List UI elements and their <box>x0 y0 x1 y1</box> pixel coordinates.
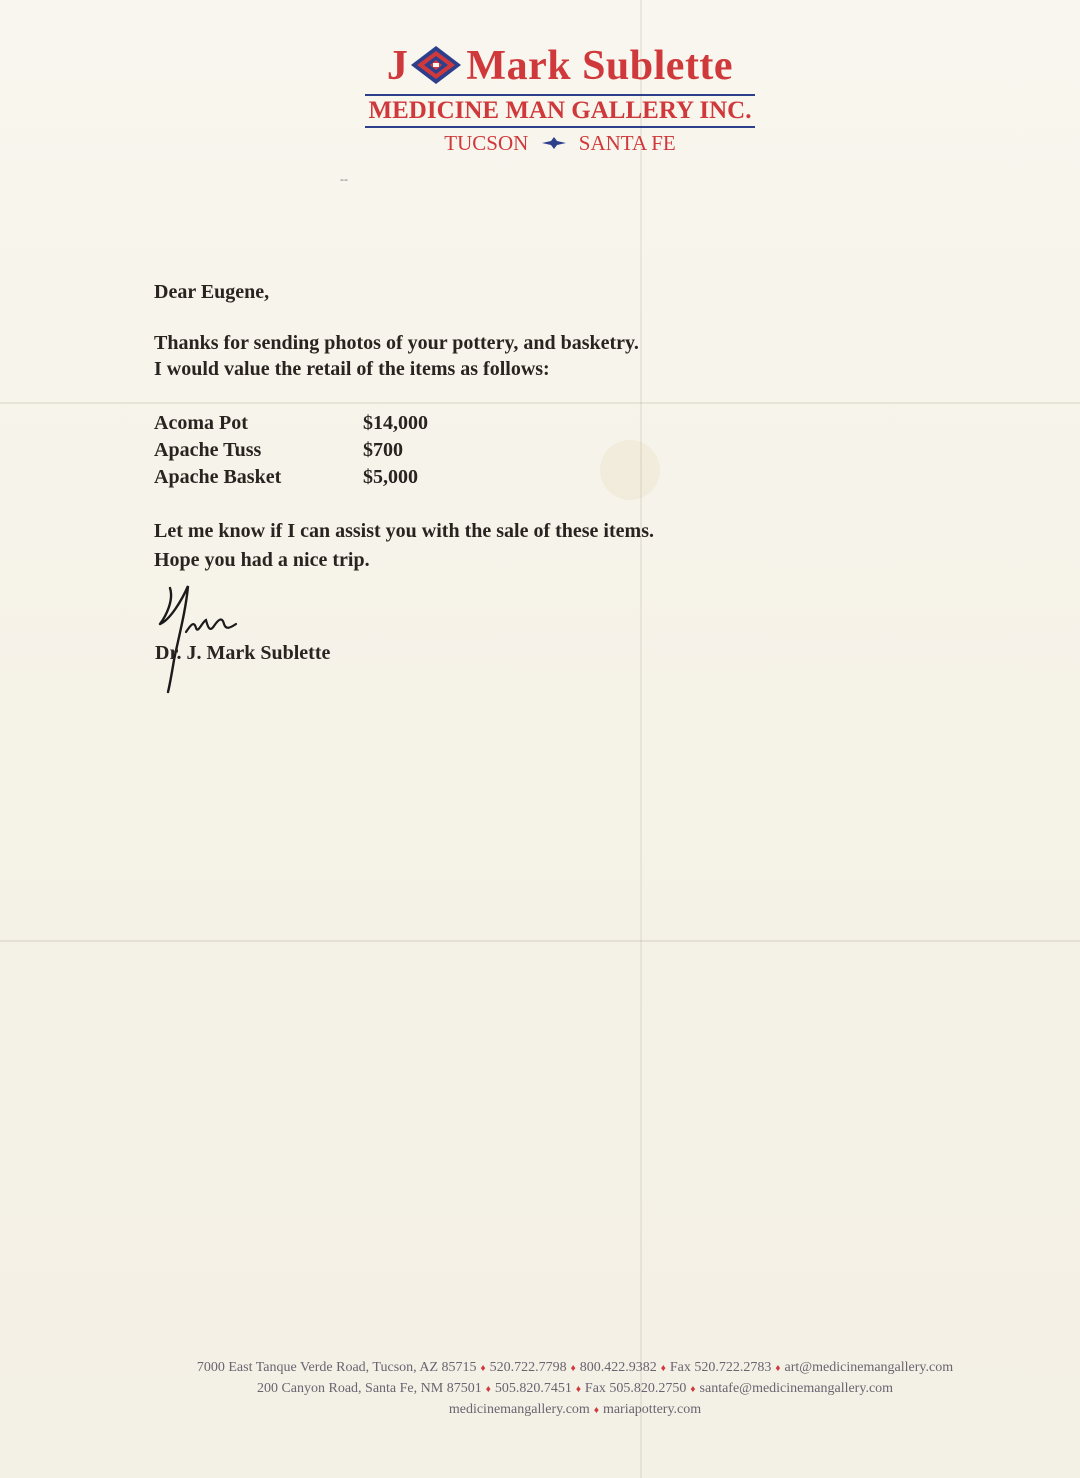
dash-mark: -- <box>340 172 348 186</box>
santafe-phone: 505.820.7451 <box>494 1381 572 1396</box>
intro-line: Thanks for sending photos of your pottery, and basketry. <box>154 332 639 354</box>
item-value: $700 <box>363 439 403 461</box>
list-item <box>154 410 854 437</box>
list-item <box>154 464 854 491</box>
fold-line <box>640 0 642 1478</box>
gallery-cities <box>340 130 780 156</box>
intro-paragraph <box>154 330 854 382</box>
name-rest: Mark Sublette <box>466 43 734 89</box>
signer-name: Dr. J. Mark Sublette <box>155 642 331 664</box>
item-value: $14,000 <box>363 412 428 434</box>
website-pottery: mariapottery.com <box>602 1402 702 1417</box>
valuation-list <box>154 410 854 491</box>
closing-line: Hope you had a nice trip. <box>154 549 370 571</box>
website-gallery: medicinemangallery.com <box>448 1402 590 1417</box>
star-separator-icon <box>542 137 566 149</box>
fold-line <box>0 940 1080 942</box>
tucson-fax: Fax 520.722.2783 <box>669 1360 772 1375</box>
handwritten-signature <box>152 580 252 695</box>
footer-web: medicinemangallery.com ♦ mariapottery.com <box>448 1402 702 1417</box>
tucson-address: 7000 East Tanque Verde Road, Tucson, AZ 85715 <box>196 1360 477 1375</box>
santafe-address: 200 Canyon Road, Santa Fe, NM 87501 <box>256 1381 482 1396</box>
name-initial: J <box>386 43 409 89</box>
tollfree-phone: 800.422.9382 <box>579 1360 657 1375</box>
tucson-email: art@medicinemangallery.com <box>784 1360 954 1375</box>
footer-santafe: 200 Canyon Road, Santa Fe, NM 87501 ♦ 505.820.7451 ♦ Fax 505.820.2750 ♦ santafe@medicinemangallery.com <box>256 1381 894 1396</box>
city-santa-fe: SANTA FE <box>578 131 676 155</box>
list-item <box>154 437 854 464</box>
closing-paragraph <box>154 517 854 575</box>
santafe-fax: Fax 505.820.2750 <box>584 1381 687 1396</box>
tucson-phone: 520.722.7798 <box>489 1360 567 1375</box>
item-name: Acoma Pot <box>154 412 248 434</box>
gallery-name: MEDICINE MAN GALLERY INC. <box>365 94 756 128</box>
letterhead <box>340 38 780 156</box>
diamond-rug-logo-icon <box>410 45 462 85</box>
intro-line: I would value the retail of the items as follows: <box>154 358 550 380</box>
footer-tucson: 7000 East Tanque Verde Road, Tucson, AZ 85715 ♦ 520.722.7798 ♦ 800.422.9382 ♦ Fax 520.722.2783 ♦ art@medicinemangallery.com <box>196 1360 954 1375</box>
item-name: Apache Basket <box>154 466 282 488</box>
santafe-email: santafe@medicinemangallery.com <box>699 1381 894 1396</box>
city-tucson: TUCSON <box>444 131 529 155</box>
item-name: Apache Tuss <box>154 439 262 461</box>
salutation: Dear Eugene, <box>154 281 270 303</box>
item-value: $5,000 <box>363 466 418 488</box>
letter-body <box>154 278 854 575</box>
closing-line: Let me know if I can assist you with the sale of these items. <box>154 520 654 542</box>
footer-contact <box>130 1358 1020 1421</box>
letterhead-name <box>340 38 780 94</box>
